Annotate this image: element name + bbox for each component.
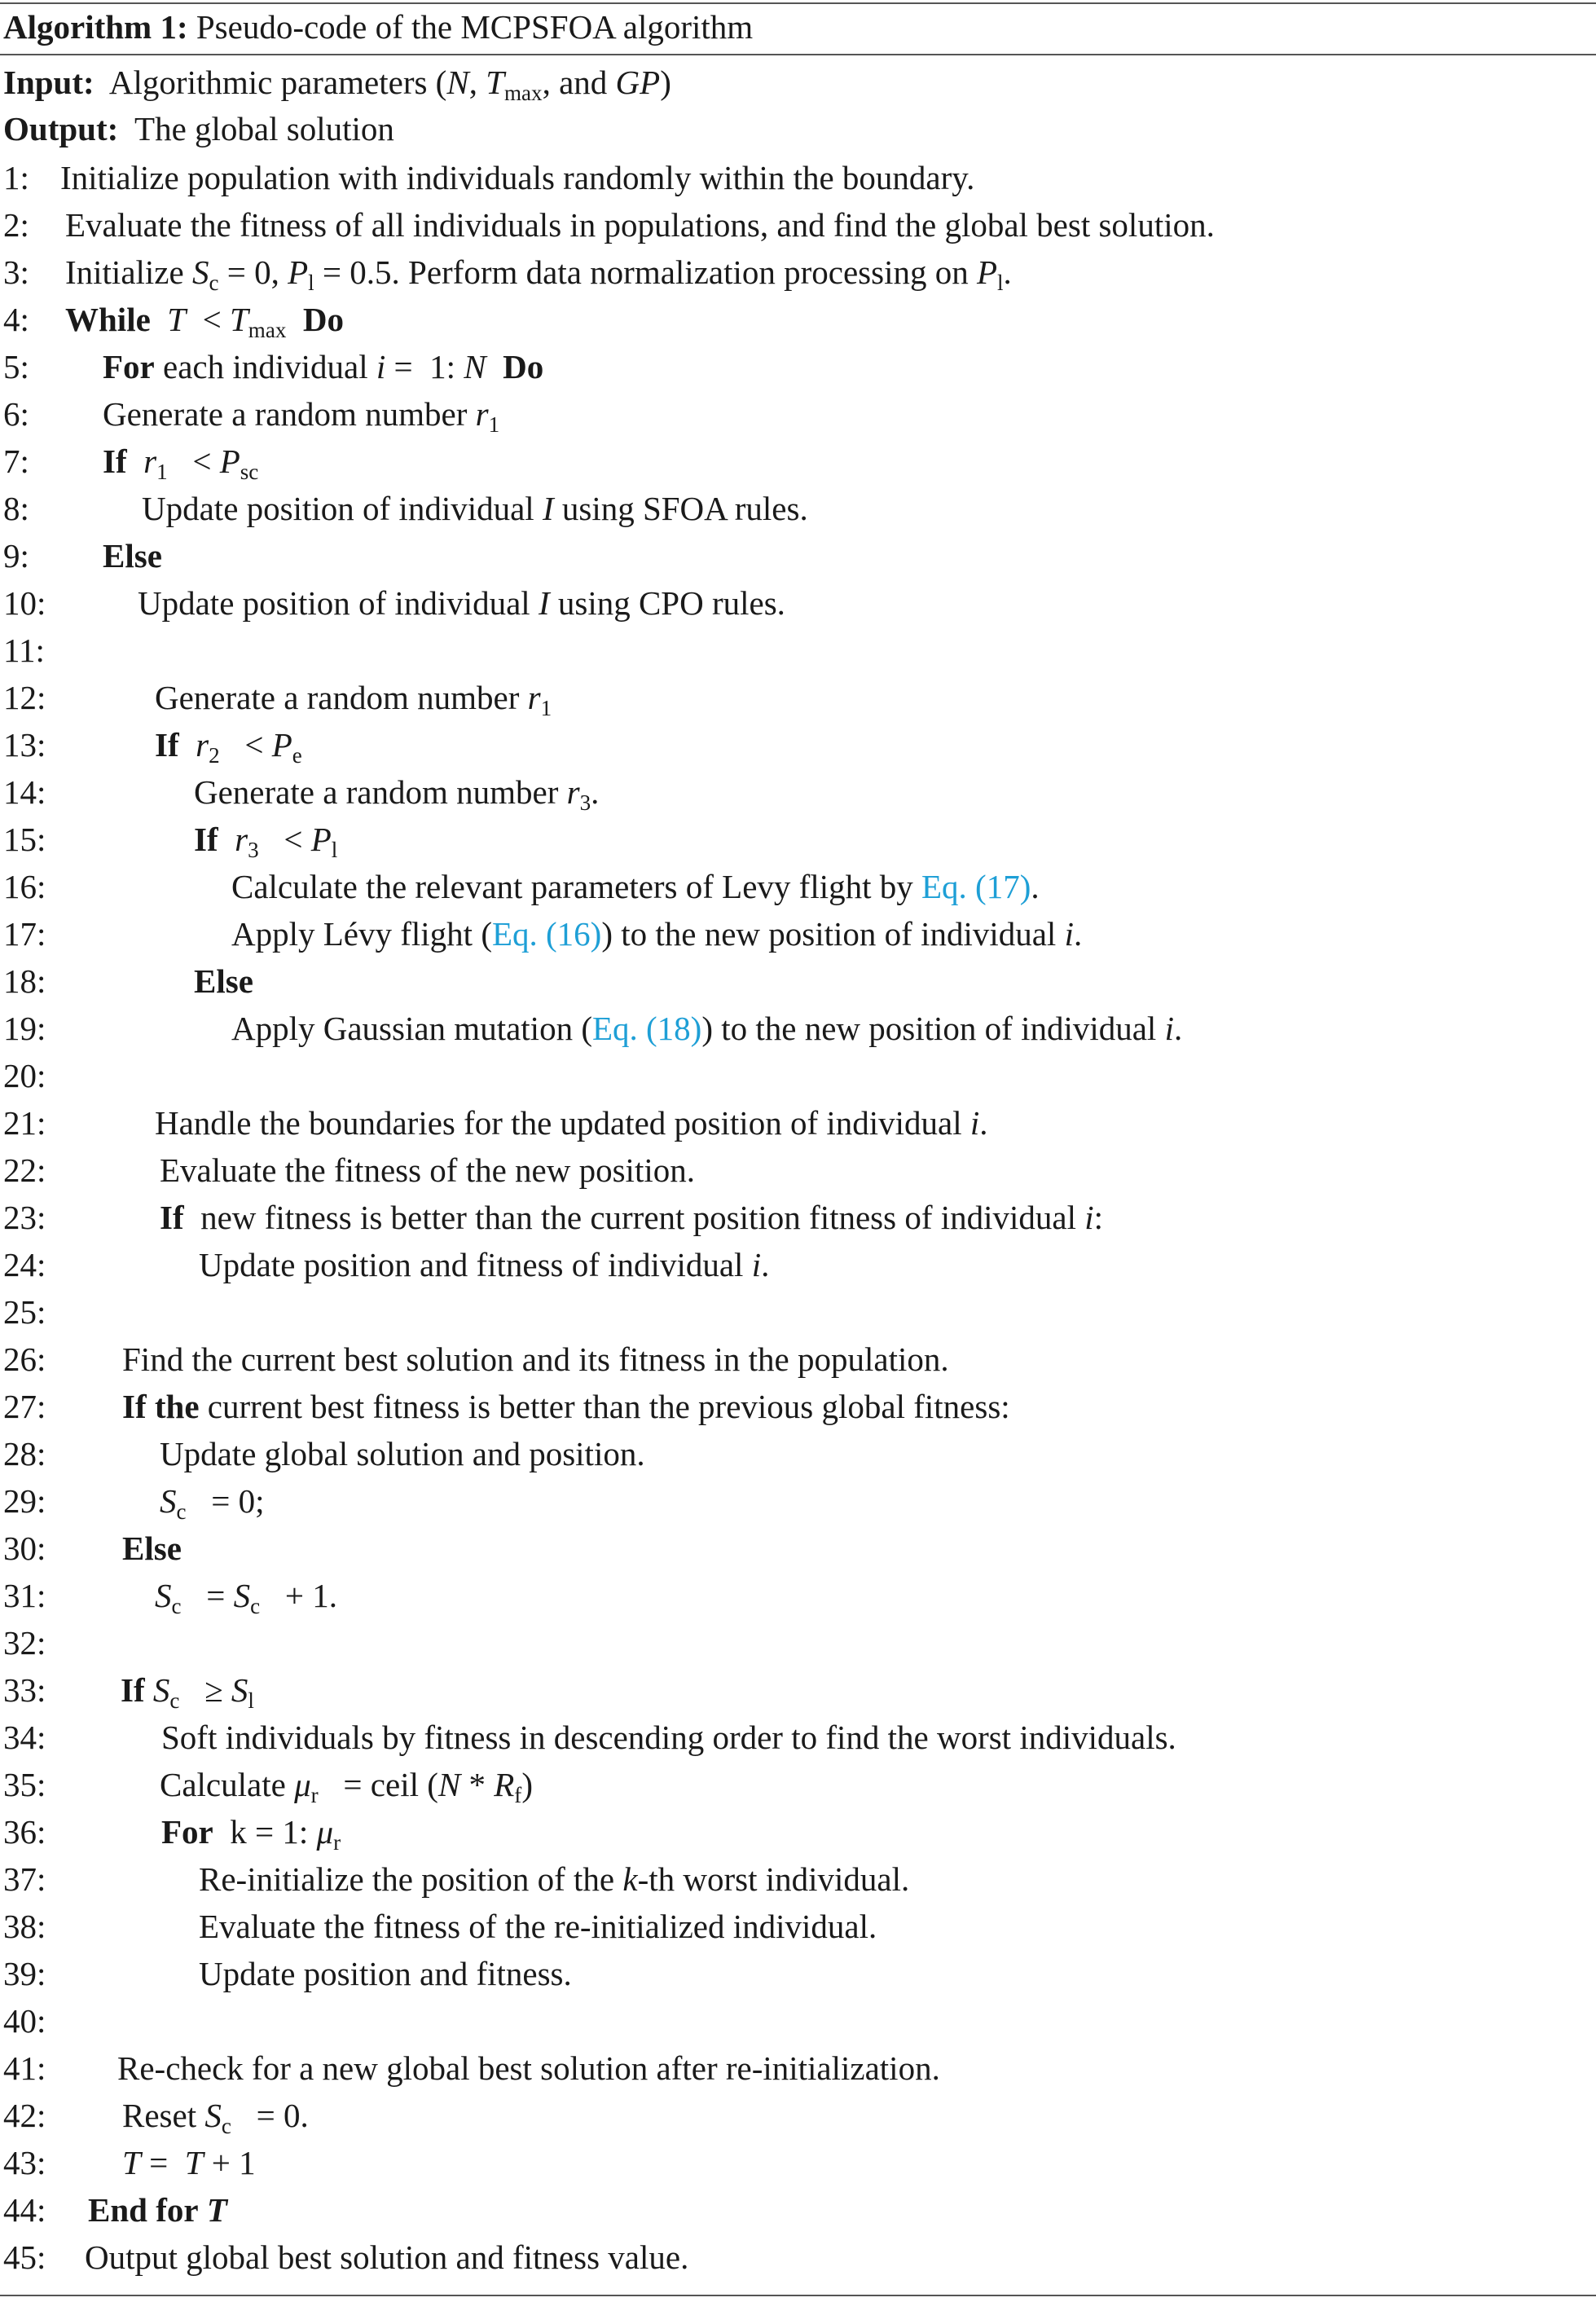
- input-label: Input:: [3, 64, 95, 101]
- equation-18-link[interactable]: Eq. (18): [591, 1010, 702, 1047]
- algorithm-box: Algorithm 1: Pseudo-code of the MCPSFOA algorithm Input: Algorithmic parameters (N, $T_{max}$, and GP) Output: The global solution 1: Initialize population with individuals randomly within the boundary. 2: Evaluate the fitness of all individuals in populations, and find the global best solution. 3: Initialize $S_c = 0$, $P_l = 0.5$. Perform data normalization processing on $P_l$. 4: While $T < T_{max}$ Do 5: For each individual i = 1: N Do 6: Generate a random number $r_1$ 7: If $r_1$ < $P_{sc}$ 8: Update position of individual I using SFOA rules. 9: Else 10: Update position of individual I using CPO rules. 11: 12: Generate a random number $r_1$ 13: If $r_2$ < $P_e$ 14: Generate a random number $r_3$. 15: If $r_3$ < $P_l$ 16: Calculate the relevant parameters of Levy flight by Eq. (17). 17: Apply Lévy flight (Eq. (16)) to the new position of individual i. 18: Else 19: Apply Gaussian mutation (Eq. (18)) to the new position of individual i. 20: 21: Handle the boundaries for the updated position of individual i. 22: Evaluate the fitness of the new position. 23: If new fitness is better than the current position fitness of individual i: 24: Update position and fitness of individual i. 25: 26: Find the current best solution and its fitness in the population. 27: If the current best fitness is better than the previous global fitness: 28: Update global solution and position. 29: $S_c = 0$; 30: Else 31: $S_c = S_c + 1$. 32: 33: If $S_c$ ≥ $S_l$ 34: Soft individuals by fitness in descending order to find the worst individuals. 35: Calculate $\mu_r$ = ceil $(N * R_f)$ 36: For k = 1: $\mu_r$ 37: Re-initialize the position of the k-th worst individual. 38: Evaluate the fitness of the re-initialized individual. 39: Update position and fitness. 40: 41: Re-check for a new global best solution after re-initialization. 42: Reset $S_c = 0$. 43: T = T + 1 44: End for T 45: Output global best solution and fitness value.: [0, 0, 1596, 2302]
- equation-16-link[interactable]: Eq. (16): [491, 915, 602, 953]
- output-label: Output:: [3, 110, 119, 147]
- bottom-rule: [0, 2295, 1596, 2296]
- input-line: Input: Algorithmic parameters (N, $T_{max}$, and GP): [3, 64, 671, 106]
- caption-rule: [0, 54, 1596, 55]
- caption-text: Pseudo-code of the MCPSFOA algorithm: [196, 8, 754, 46]
- caption-label: Algorithm 1:: [3, 8, 188, 46]
- equation-17-link[interactable]: Eq. (17): [921, 868, 1031, 905]
- algorithm-caption: [3, 5, 753, 49]
- top-rule: [0, 2, 1596, 4]
- output-line: Output: The global solution: [3, 110, 394, 147]
